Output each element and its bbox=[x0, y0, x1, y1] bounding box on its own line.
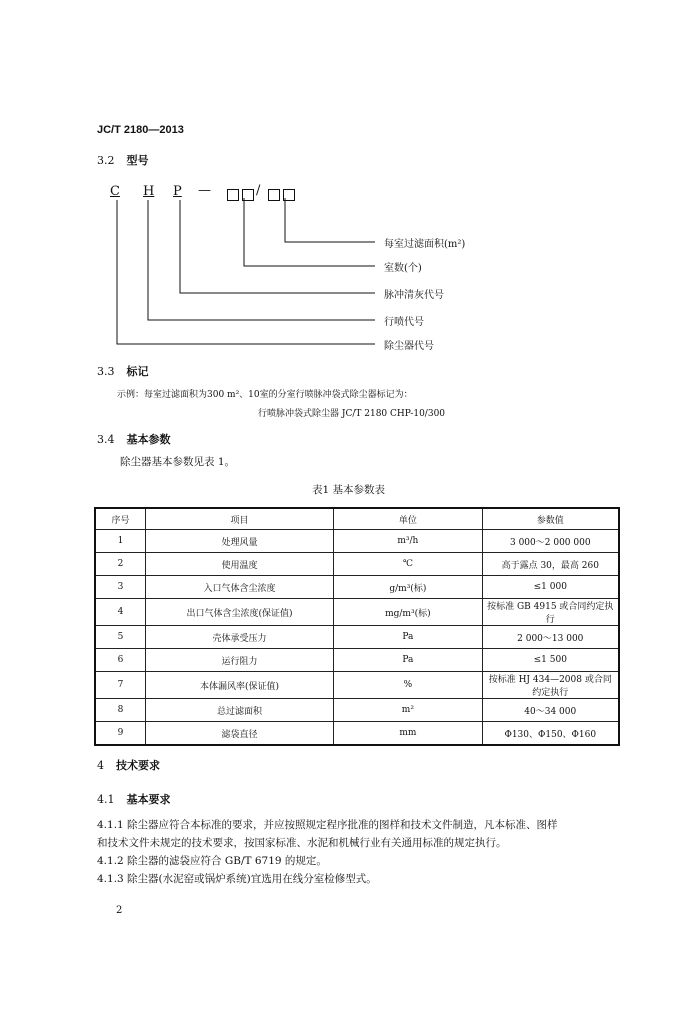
label-collector-code: 除尘器代号 bbox=[384, 341, 434, 352]
section-number: 3.3 bbox=[97, 365, 115, 378]
cell-value: ≤1 500 bbox=[482, 649, 619, 672]
table-caption: 表1 基本参数表 bbox=[312, 484, 386, 496]
table-row bbox=[95, 722, 619, 746]
cell-unit: mm bbox=[334, 722, 482, 746]
section-3-4-heading bbox=[97, 431, 171, 447]
cell-no: 2 bbox=[95, 553, 145, 576]
section-title: 基本参数 bbox=[126, 433, 171, 446]
clause-4-1-1-line1: 4.1.1 除尘器应符合本标准的要求，并应按照规定程序批准的图样和技术文件制造，凡本标准、图样 bbox=[97, 819, 558, 831]
section-3-3-heading bbox=[97, 363, 149, 379]
code-letter-p: P bbox=[173, 184, 182, 199]
header-item: 项目 bbox=[145, 508, 333, 530]
cell-unit: m² bbox=[334, 699, 482, 722]
cell-item: 壳体承受压力 bbox=[145, 626, 333, 649]
label-pulse-code: 脉冲清灰代号 bbox=[384, 290, 444, 301]
section-number: 3.2 bbox=[97, 154, 115, 167]
table-row bbox=[95, 599, 619, 626]
cell-no: 7 bbox=[95, 672, 145, 699]
cell-value: ≤1 000 bbox=[482, 576, 619, 599]
table-row bbox=[95, 626, 619, 649]
label-area-per-room: 每室过滤面积(m²) bbox=[384, 239, 466, 250]
table-header-row bbox=[95, 508, 619, 530]
cell-item: 运行阻力 bbox=[145, 649, 333, 672]
cell-value: Φ130、Φ150、Φ160 bbox=[482, 722, 619, 746]
cell-value: 高于露点 30，最高 260 bbox=[482, 553, 619, 576]
code-slash: / bbox=[256, 183, 261, 198]
code-letter-c: C bbox=[110, 184, 120, 199]
cell-no: 5 bbox=[95, 626, 145, 649]
cell-value: 按标准 HJ 434—2008 或合同约定执行 bbox=[482, 672, 619, 699]
cell-unit: mg/m³(标) bbox=[334, 599, 482, 626]
section-number: 4 bbox=[97, 759, 104, 772]
section-3-4-text: 除尘器基本参数见表 1。 bbox=[120, 456, 236, 468]
model-code-leader-lines bbox=[0, 0, 693, 360]
cell-item: 使用温度 bbox=[145, 553, 333, 576]
cell-unit: g/m³(标) bbox=[334, 576, 482, 599]
table-row bbox=[95, 699, 619, 722]
table-row bbox=[95, 530, 619, 553]
cell-item: 入口气体含尘浓度 bbox=[145, 576, 333, 599]
section-title: 技术要求 bbox=[116, 759, 160, 772]
cell-no: 1 bbox=[95, 530, 145, 553]
cell-no: 8 bbox=[95, 699, 145, 722]
cell-unit: % bbox=[334, 672, 482, 699]
cell-item: 总过滤面积 bbox=[145, 699, 333, 722]
standard-number: JC/T 2180—2013 bbox=[97, 124, 184, 136]
marking-example: 示例：每室过滤面积为300 m²、10室的分室行喷脉冲袋式除尘器标记为： bbox=[117, 390, 413, 400]
cell-item: 滤袋直径 bbox=[145, 722, 333, 746]
cell-unit: m³/h bbox=[334, 530, 482, 553]
section-number: 3.4 bbox=[97, 433, 115, 446]
section-title: 基本要求 bbox=[126, 793, 171, 806]
cell-unit: Pa bbox=[334, 626, 482, 649]
cell-item: 本体漏风率(保证值) bbox=[145, 672, 333, 699]
table-row bbox=[95, 649, 619, 672]
cell-value: 3 000～2 000 000 bbox=[482, 530, 619, 553]
section-title: 标记 bbox=[126, 365, 149, 378]
header-value: 参数值 bbox=[482, 508, 619, 530]
cell-no: 4 bbox=[95, 599, 145, 626]
section-title: 型号 bbox=[126, 154, 149, 167]
page-number: 2 bbox=[116, 905, 123, 916]
clause-4-1-1-line2: 和技术文件未规定的技术要求，按国家标准、水泥和机械行业有关通用标准的规定执行。 bbox=[97, 837, 507, 849]
basic-parameters-table bbox=[94, 507, 620, 746]
cell-no: 6 bbox=[95, 649, 145, 672]
clause-4-1-2: 4.1.2 除尘器的滤袋应符合 GB/T 6719 的规定。 bbox=[97, 855, 327, 867]
code-dash: — bbox=[198, 183, 211, 198]
header-no: 序号 bbox=[95, 508, 145, 530]
clause-4-1-3: 4.1.3 除尘器(水泥窑或锅炉系统)宜选用在线分室检修型式。 bbox=[97, 873, 377, 885]
header-unit: 单位 bbox=[334, 508, 482, 530]
cell-unit: ℃ bbox=[334, 553, 482, 576]
cell-value: 40～34 000 bbox=[482, 699, 619, 722]
cell-item: 处理风量 bbox=[145, 530, 333, 553]
section-number: 4.1 bbox=[97, 793, 115, 806]
section-4-1-heading bbox=[97, 791, 171, 807]
cell-value: 2 000～13 000 bbox=[482, 626, 619, 649]
marking-example-mark: 行喷脉冲袋式除尘器 JC/T 2180 CHP-10/300 bbox=[258, 409, 446, 419]
code-letter-h: H bbox=[143, 184, 155, 199]
cell-unit: Pa bbox=[334, 649, 482, 672]
cell-item: 出口气体含尘浓度(保证值) bbox=[145, 599, 333, 626]
cell-no: 9 bbox=[95, 722, 145, 746]
label-row-jet-code: 行喷代号 bbox=[384, 317, 424, 328]
label-room-count: 室数(个) bbox=[384, 263, 422, 274]
table-row bbox=[95, 553, 619, 576]
table-row bbox=[95, 672, 619, 699]
cell-no: 3 bbox=[95, 576, 145, 599]
cell-value: 按标准 GB 4915 或合同约定执行 bbox=[482, 599, 619, 626]
section-4-heading bbox=[97, 757, 160, 773]
table-row bbox=[95, 576, 619, 599]
